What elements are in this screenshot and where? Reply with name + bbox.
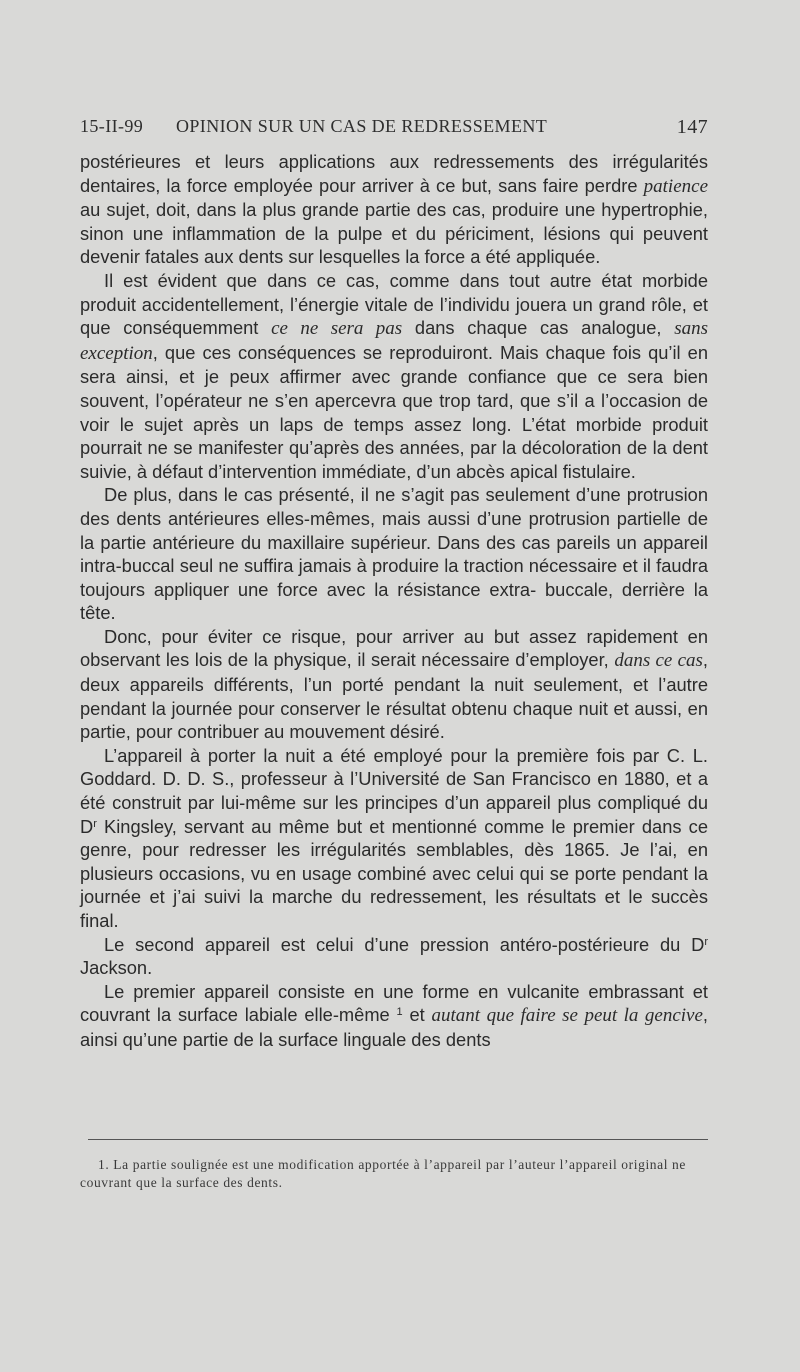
paragraph	[80, 744, 708, 933]
text-run: , deux appareils différents, l’un porté pendant la nuit seulement, et l’autre pendant la journée pour conserver le résultat obtenu chaque nuit et aussi, en partie, pour contribuer au mouvement désiré.	[80, 649, 708, 743]
text-run: De plus, dans le cas présenté, il ne s’agit pas seulement d’une protrusion des dents antérieures elles-mêmes, mais aussi d’une protrusion partielle de la partie antérieure du maxillaire supérieur. Dans des cas pareils un appareil intra-buccal seul ne suffira jamais à produire la traction nécessaire et il faudra toujours appliquer une force avec la résistance extra- buccale, derrière la tête.	[80, 484, 708, 624]
paragraph	[80, 625, 708, 744]
italic-text: autant que faire se peut la gencive	[431, 1005, 703, 1027]
italic-text: dans ce cas	[614, 650, 703, 672]
italic-text: sans exception	[80, 318, 708, 364]
italic-text: ce ne sera pas	[271, 318, 403, 340]
text-run: Donc, pour éviter ce risque, pour arriver au but assez rapidement en observant les lois de la physique, il serait nécessaire d’employer,	[80, 625, 708, 671]
superscript: r	[704, 935, 708, 948]
text-run: , que ces conséquences se reproduiront. Mais chaque fois qu’il en sera ainsi, et je peux affirmer avec grande confiance que ce sera bien souvent, l’opérateur ne s’en apercevra que trop tard, que s’il a l’occasion de voir le sujet après un laps de temps assez long. L’état morbide produit pourrait ne se manifester qu’après des années, par la décoloration de la dent suivie, à défaut d’intervention immédiate, d’un abcès apical fistulaire.	[80, 341, 708, 482]
italic-text: patience	[643, 175, 708, 197]
paragraph	[80, 483, 708, 625]
page-number: 147	[676, 116, 708, 138]
text-run: postérieures et leurs applications aux redressements des irrégularités dentaires, la force employée pour arriver à ce but, sans faire perdre	[80, 151, 708, 196]
header-title: OPINION SUR UN CAS DE REDRESSEMENT	[176, 116, 548, 136]
text-run: Le second appareil est celui d’une pression antéro-postérieure du D	[104, 933, 705, 955]
paragraph	[80, 269, 708, 483]
paragraph	[80, 933, 708, 980]
text-run: Kingsley, servant au même but et mentionné comme le premier dans ce genre, pour redresser les irrégularités semblables, dès 1865. Je l’ai, en plusieurs occasions, vu en usage combiné avec celui qui se porte pendant la journée et j’ai suivi la marche du redressement, les résultats et le succès final.	[80, 815, 708, 931]
superscript: r	[93, 817, 97, 830]
superscript: 1	[396, 1006, 403, 1019]
footnote-rule	[88, 1139, 708, 1140]
text-run: Le premier appareil consiste en une forme en vulcanite embrassant et couvrant la surface labiale elle-même	[80, 980, 708, 1026]
paragraph	[80, 150, 708, 269]
text-run: L’appareil à porter la nuit a été employé pour la première fois par C. L. Goddard. D. D. S., professeur à l’Université de San Francisco en 1880, et a été construit par lui-même sur les principes d’un appareil plus compliqué du D	[80, 744, 708, 837]
footnote	[80, 1156, 708, 1192]
text-run: Jackson.	[80, 957, 153, 979]
text-run: au sujet, doit, dans la plus grande partie des cas, produire une hypertrophie, sinon une inflammation de la pulpe et du périciment, lésions qui peuvent devenir fatales aux dents sur lesquelles la force a été appliquée.	[80, 199, 708, 268]
header-date: 15-II-99	[80, 116, 144, 136]
running-header	[80, 116, 708, 146]
text-run: Il est évident que dans ce cas, comme dans tout autre état morbide produit accidentellement, l’énergie vitale de l’individu jouera un grand rôle, et que conséquemment	[80, 269, 708, 339]
text-run: dans chaque cas analogue,	[402, 317, 675, 339]
body-text	[80, 150, 708, 1052]
footnote-text: 1. La partie soulignée est une modification apportée à l’appareil par l’auteur l’appareil original ne couvrant que la surface des dents.	[80, 1157, 687, 1190]
paragraph	[80, 980, 708, 1052]
text-run: , ainsi qu’une partie de la surface linguale des dents	[80, 1004, 709, 1050]
text-run: et	[402, 1004, 432, 1026]
